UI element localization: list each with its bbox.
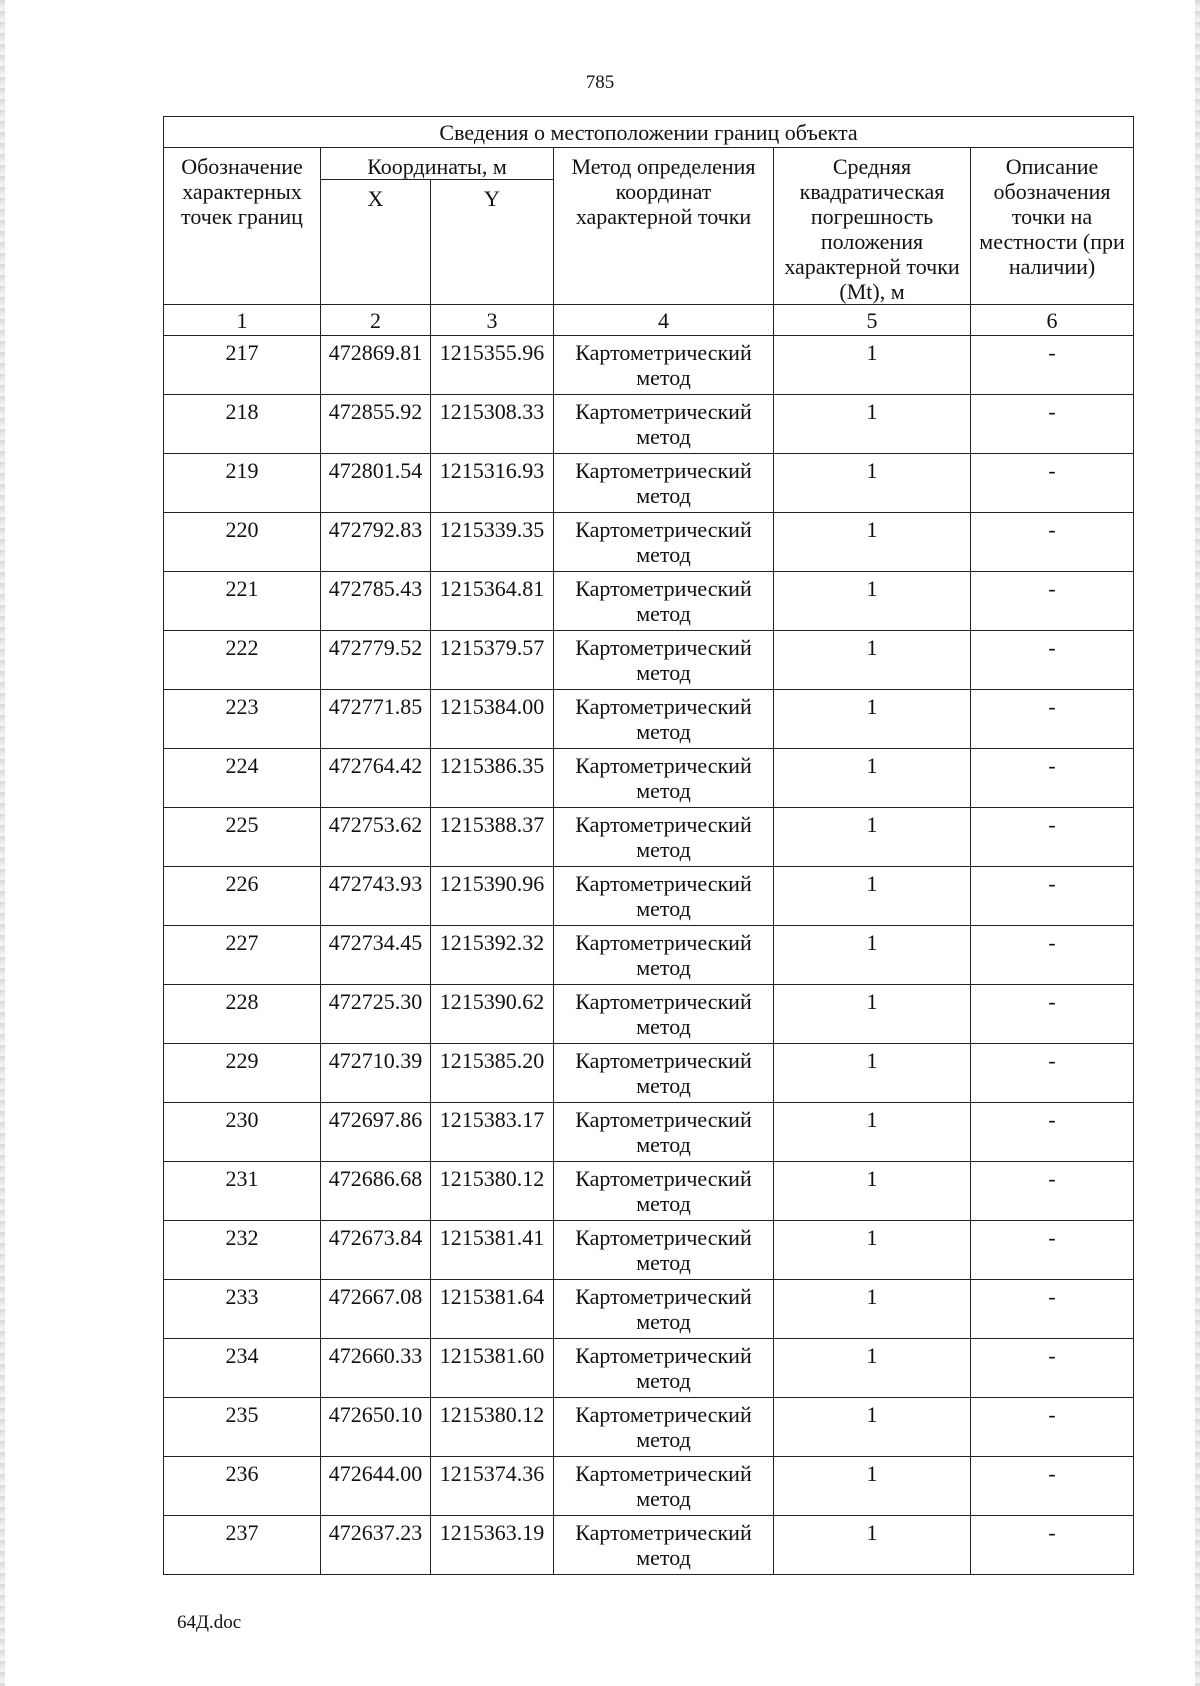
description-cell: -	[971, 336, 1134, 395]
x-coordinate-cell: 472725.30	[321, 985, 431, 1044]
y-coordinate-cell: 1215316.93	[431, 454, 554, 513]
column-number: 1	[164, 305, 321, 336]
method-cell: Картометрический метод	[554, 395, 774, 454]
table-row	[164, 1044, 1134, 1103]
error-cell: 1	[774, 985, 971, 1044]
table-row	[164, 1339, 1134, 1398]
header-x: X	[321, 180, 431, 305]
error-cell: 1	[774, 1103, 971, 1162]
method-cell: Картометрический метод	[554, 1221, 774, 1280]
description-cell: -	[971, 1221, 1134, 1280]
y-coordinate-cell: 1215390.62	[431, 985, 554, 1044]
boundary-coordinates-table	[163, 116, 1134, 1575]
table-row	[164, 749, 1134, 808]
error-cell: 1	[774, 1162, 971, 1221]
method-cell: Картометрический метод	[554, 749, 774, 808]
y-coordinate-cell: 1215385.20	[431, 1044, 554, 1103]
method-cell: Картометрический метод	[554, 336, 774, 395]
column-number: 3	[431, 305, 554, 336]
table-row	[164, 867, 1134, 926]
point-cell: 226	[164, 867, 321, 926]
point-cell: 232	[164, 1221, 321, 1280]
description-cell: -	[971, 867, 1134, 926]
method-cell: Картометрический метод	[554, 1516, 774, 1575]
x-coordinate-cell: 472855.92	[321, 395, 431, 454]
header-error: Средняя квадратическая погрешность положения характерной точки (Mt), м	[774, 148, 971, 305]
description-cell: -	[971, 1044, 1134, 1103]
method-cell: Картометрический метод	[554, 985, 774, 1044]
scan-edge-left	[0, 0, 5, 1686]
x-coordinate-cell: 472869.81	[321, 336, 431, 395]
y-coordinate-cell: 1215390.96	[431, 867, 554, 926]
error-cell: 1	[774, 690, 971, 749]
y-coordinate-cell: 1215355.96	[431, 336, 554, 395]
description-cell: -	[971, 985, 1134, 1044]
table-row	[164, 1398, 1134, 1457]
point-cell: 229	[164, 1044, 321, 1103]
header-description: Описание обозначения точки на местности (при наличии)	[971, 148, 1134, 305]
header-point: Обозначение характерных точек границ	[164, 148, 321, 305]
table-row	[164, 1457, 1134, 1516]
point-cell: 222	[164, 631, 321, 690]
table-row	[164, 631, 1134, 690]
column-number: 4	[554, 305, 774, 336]
description-cell: -	[971, 1162, 1134, 1221]
error-cell: 1	[774, 1221, 971, 1280]
table-row	[164, 690, 1134, 749]
description-cell: -	[971, 926, 1134, 985]
table-row	[164, 395, 1134, 454]
method-cell: Картометрический метод	[554, 1280, 774, 1339]
method-cell: Картометрический метод	[554, 1044, 774, 1103]
y-coordinate-cell: 1215308.33	[431, 395, 554, 454]
table-row	[164, 926, 1134, 985]
point-cell: 233	[164, 1280, 321, 1339]
method-cell: Картометрический метод	[554, 1162, 774, 1221]
table-row	[164, 1516, 1134, 1575]
y-coordinate-cell: 1215339.35	[431, 513, 554, 572]
method-cell: Картометрический метод	[554, 1457, 774, 1516]
method-cell: Картометрический метод	[554, 454, 774, 513]
x-coordinate-cell: 472637.23	[321, 1516, 431, 1575]
error-cell: 1	[774, 926, 971, 985]
point-cell: 235	[164, 1398, 321, 1457]
point-cell: 237	[164, 1516, 321, 1575]
description-cell: -	[971, 1457, 1134, 1516]
x-coordinate-cell: 472753.62	[321, 808, 431, 867]
x-coordinate-cell: 472660.33	[321, 1339, 431, 1398]
error-cell: 1	[774, 395, 971, 454]
error-cell: 1	[774, 572, 971, 631]
y-coordinate-cell: 1215381.41	[431, 1221, 554, 1280]
table-row	[164, 1280, 1134, 1339]
description-cell: -	[971, 808, 1134, 867]
error-cell: 1	[774, 1398, 971, 1457]
description-cell: -	[971, 631, 1134, 690]
x-coordinate-cell: 472644.00	[321, 1457, 431, 1516]
description-cell: -	[971, 749, 1134, 808]
method-cell: Картометрический метод	[554, 631, 774, 690]
column-number-row	[164, 305, 1134, 336]
table-row	[164, 572, 1134, 631]
error-cell: 1	[774, 1339, 971, 1398]
method-cell: Картометрический метод	[554, 1339, 774, 1398]
x-coordinate-cell: 472697.86	[321, 1103, 431, 1162]
y-coordinate-cell: 1215392.32	[431, 926, 554, 985]
description-cell: -	[971, 1103, 1134, 1162]
y-coordinate-cell: 1215381.64	[431, 1280, 554, 1339]
table-title: Сведения о местоположении границ объекта	[164, 117, 1134, 148]
method-cell: Картометрический метод	[554, 1398, 774, 1457]
point-cell: 217	[164, 336, 321, 395]
column-number: 5	[774, 305, 971, 336]
file-name-footer: 64Д.doc	[177, 1612, 242, 1633]
x-coordinate-cell: 472667.08	[321, 1280, 431, 1339]
description-cell: -	[971, 395, 1134, 454]
column-number: 2	[321, 305, 431, 336]
description-cell: -	[971, 690, 1134, 749]
y-coordinate-cell: 1215374.36	[431, 1457, 554, 1516]
error-cell: 1	[774, 631, 971, 690]
error-cell: 1	[774, 1044, 971, 1103]
point-cell: 219	[164, 454, 321, 513]
point-cell: 230	[164, 1103, 321, 1162]
y-coordinate-cell: 1215383.17	[431, 1103, 554, 1162]
table-row	[164, 336, 1134, 395]
point-cell: 225	[164, 808, 321, 867]
description-cell: -	[971, 572, 1134, 631]
method-cell: Картометрический метод	[554, 690, 774, 749]
x-coordinate-cell: 472785.43	[321, 572, 431, 631]
point-cell: 234	[164, 1339, 321, 1398]
error-cell: 1	[774, 749, 971, 808]
table-row	[164, 1221, 1134, 1280]
x-coordinate-cell: 472734.45	[321, 926, 431, 985]
x-coordinate-cell: 472792.83	[321, 513, 431, 572]
point-cell: 231	[164, 1162, 321, 1221]
x-coordinate-cell: 472686.68	[321, 1162, 431, 1221]
point-cell: 218	[164, 395, 321, 454]
page-number: 785	[585, 72, 615, 93]
method-cell: Картометрический метод	[554, 808, 774, 867]
error-cell: 1	[774, 454, 971, 513]
header-method: Метод определения координат характерной точки	[554, 148, 774, 305]
error-cell: 1	[774, 513, 971, 572]
description-cell: -	[971, 454, 1134, 513]
table-row	[164, 1103, 1134, 1162]
error-cell: 1	[774, 867, 971, 926]
y-coordinate-cell: 1215380.12	[431, 1162, 554, 1221]
description-cell: -	[971, 1516, 1134, 1575]
error-cell: 1	[774, 1457, 971, 1516]
point-cell: 221	[164, 572, 321, 631]
method-cell: Картометрический метод	[554, 867, 774, 926]
y-coordinate-cell: 1215384.00	[431, 690, 554, 749]
point-cell: 220	[164, 513, 321, 572]
method-cell: Картометрический метод	[554, 513, 774, 572]
y-coordinate-cell: 1215363.19	[431, 1516, 554, 1575]
x-coordinate-cell: 472801.54	[321, 454, 431, 513]
y-coordinate-cell: 1215380.12	[431, 1398, 554, 1457]
y-coordinate-cell: 1215379.57	[431, 631, 554, 690]
description-cell: -	[971, 1339, 1134, 1398]
error-cell: 1	[774, 808, 971, 867]
header-coordinates: Координаты, м	[321, 148, 554, 180]
error-cell: 1	[774, 336, 971, 395]
table-row	[164, 808, 1134, 867]
y-coordinate-cell: 1215364.81	[431, 572, 554, 631]
table-row	[164, 513, 1134, 572]
point-cell: 236	[164, 1457, 321, 1516]
table-row	[164, 1162, 1134, 1221]
method-cell: Картометрический метод	[554, 926, 774, 985]
column-number: 6	[971, 305, 1134, 336]
y-coordinate-cell: 1215381.60	[431, 1339, 554, 1398]
x-coordinate-cell: 472764.42	[321, 749, 431, 808]
x-coordinate-cell: 472779.52	[321, 631, 431, 690]
error-cell: 1	[774, 1280, 971, 1339]
table-body	[164, 336, 1134, 1575]
method-cell: Картометрический метод	[554, 572, 774, 631]
point-cell: 228	[164, 985, 321, 1044]
point-cell: 223	[164, 690, 321, 749]
x-coordinate-cell: 472650.10	[321, 1398, 431, 1457]
method-cell: Картометрический метод	[554, 1103, 774, 1162]
y-coordinate-cell: 1215386.35	[431, 749, 554, 808]
x-coordinate-cell: 472743.93	[321, 867, 431, 926]
table-row	[164, 454, 1134, 513]
x-coordinate-cell: 472771.85	[321, 690, 431, 749]
x-coordinate-cell: 472673.84	[321, 1221, 431, 1280]
table-row	[164, 985, 1134, 1044]
description-cell: -	[971, 1398, 1134, 1457]
x-coordinate-cell: 472710.39	[321, 1044, 431, 1103]
point-cell: 224	[164, 749, 321, 808]
description-cell: -	[971, 1280, 1134, 1339]
y-coordinate-cell: 1215388.37	[431, 808, 554, 867]
error-cell: 1	[774, 1516, 971, 1575]
description-cell: -	[971, 513, 1134, 572]
scan-edge-right	[1195, 0, 1200, 1686]
point-cell: 227	[164, 926, 321, 985]
header-y: Y	[431, 180, 554, 305]
